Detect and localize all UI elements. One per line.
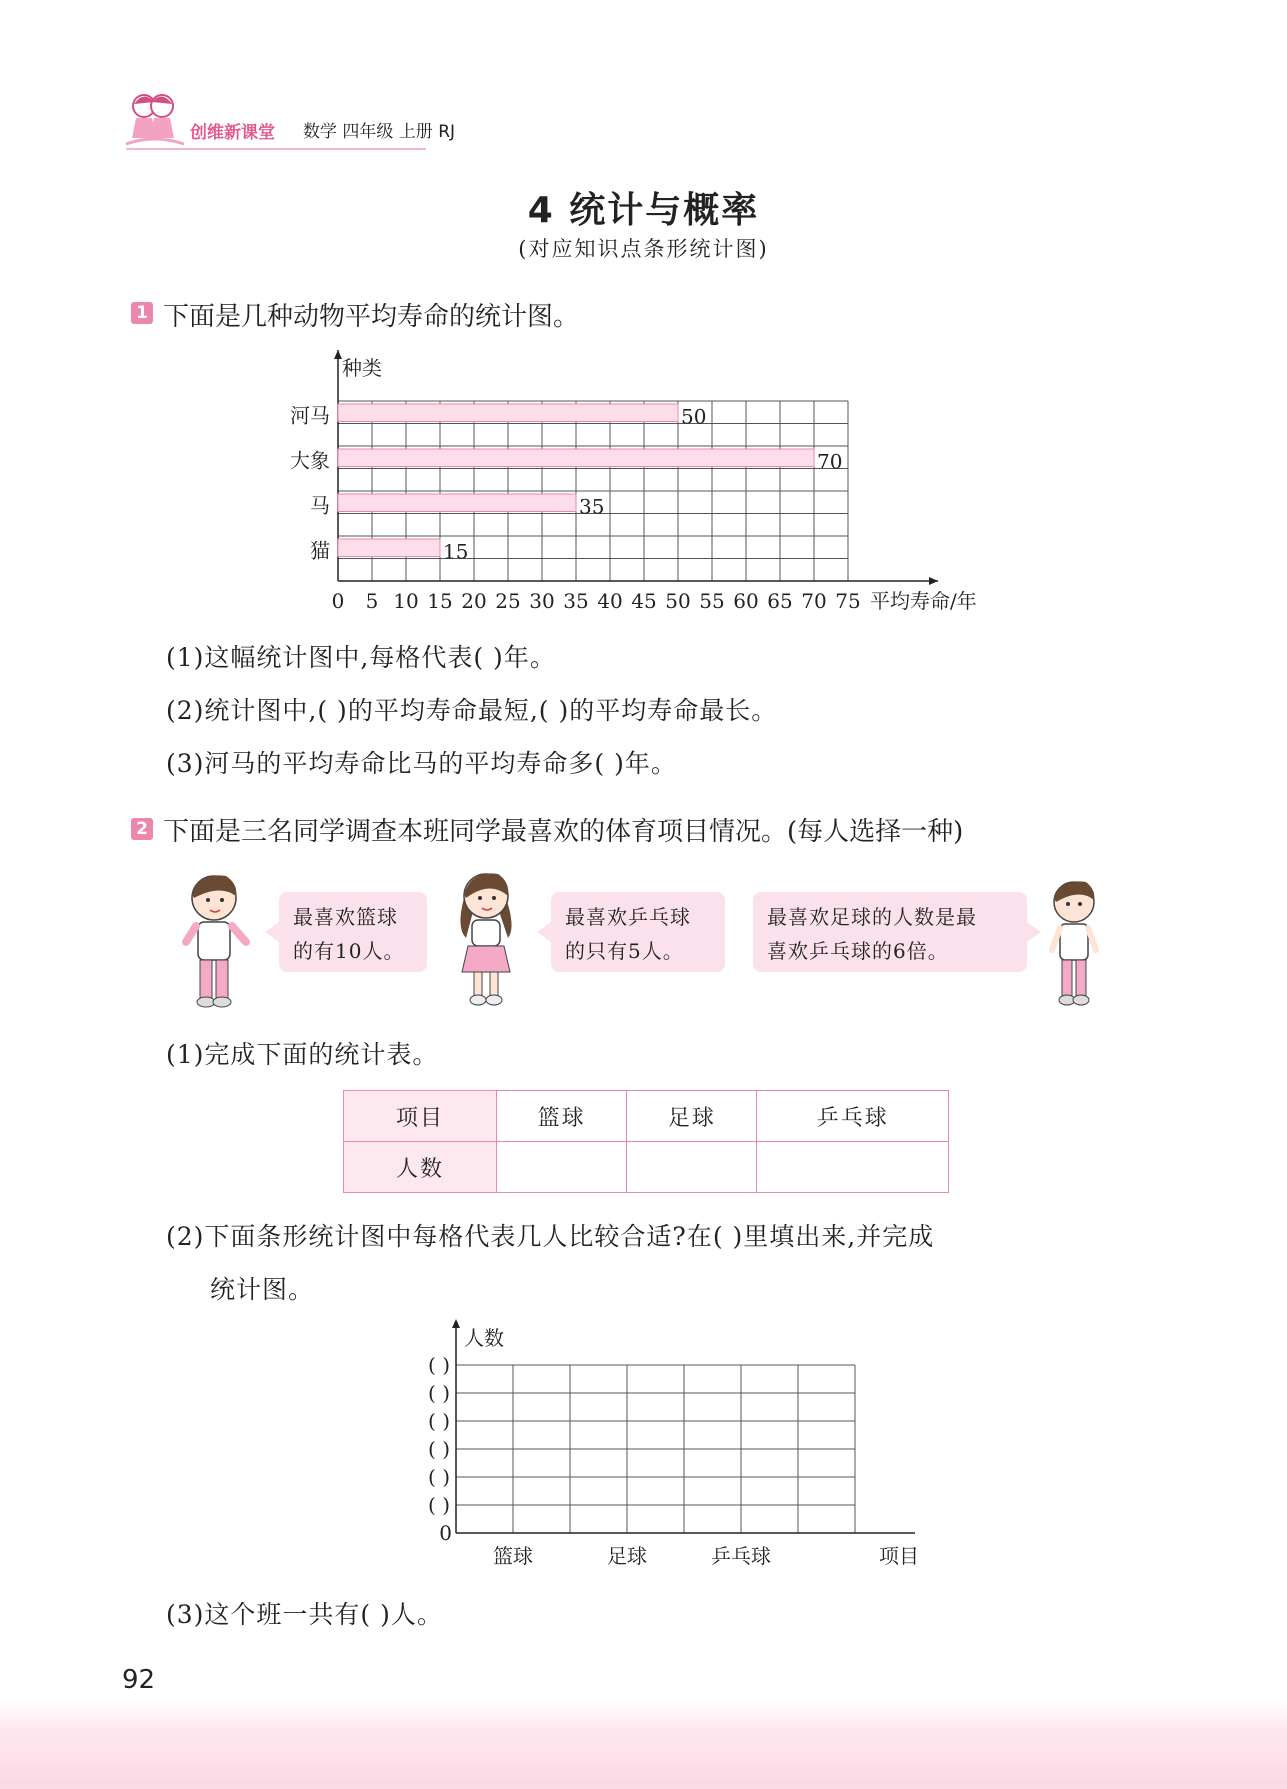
y-tick-blank: ( ) (428, 1353, 450, 1377)
chart-2-grid (456, 1365, 855, 1533)
table-cell-football[interactable] (627, 1142, 757, 1193)
y-axis-arrow (452, 1319, 460, 1328)
category-label: 河马 (290, 403, 330, 428)
bubble-3-line-1: 最喜欢足球的人数是最 (767, 905, 977, 929)
kids-logo (122, 88, 186, 150)
y-axis-label: 人数 (464, 1326, 504, 1350)
category-label: 猫 (310, 538, 330, 563)
question-2-sub-3: (3)这个班一共有( )人。 (166, 1600, 443, 1629)
table-header-football: 足球 (627, 1091, 757, 1142)
x-tick-label: 60 (733, 589, 759, 613)
x-tick-label: 40 (597, 589, 623, 613)
question-2-sub-2-line-2: 统计图。 (210, 1275, 315, 1304)
table-header-item: 项目 (344, 1091, 497, 1142)
question-1-sub-2: (2)统计图中,( )的平均寿命最短,( )的平均寿命最长。 (166, 696, 778, 725)
boy-character-right (1040, 876, 1110, 1010)
footer-band (0, 1700, 1287, 1789)
x-tick-label: 15 (427, 589, 453, 613)
x-tick-label: 70 (801, 589, 827, 613)
x-tick-label: 45 (631, 589, 657, 613)
y-axis-arrow (334, 350, 342, 359)
speech-bubble-table-tennis (551, 892, 725, 972)
bar-value-label: 70 (817, 449, 843, 474)
question-1-sub-1: (1)这幅统计图中,每格代表( )年。 (166, 643, 556, 672)
header-brand: 创维新课堂 (190, 123, 275, 143)
bubble-1-line-2: 的有10人。 (293, 939, 405, 963)
speech-bubble-football (753, 892, 1027, 972)
bar (338, 494, 576, 512)
x-tick-label: 75 (835, 589, 861, 613)
sports-stats-table (343, 1090, 949, 1193)
question-2-number: 2 (131, 818, 153, 840)
x-tick-label: 50 (665, 589, 691, 613)
x-category-label: 篮球 (493, 1544, 533, 1568)
page-subtitle: (对应知识点条形统计图) (518, 237, 769, 261)
category-label: 大象 (290, 448, 330, 473)
x-axis-label: 项目 (879, 1544, 919, 1568)
table-cell-table-tennis[interactable] (757, 1142, 949, 1193)
y-tick-blank: ( ) (428, 1437, 450, 1461)
x-tick-label: 30 (529, 589, 555, 613)
x-tick-label: 55 (699, 589, 725, 613)
bubble-3-line-2: 喜欢乒乓球的6倍。 (767, 939, 949, 963)
y-origin-label: 0 (439, 1521, 452, 1545)
lifespan-bar-chart (270, 350, 1030, 620)
x-category-label: 乒乓球 (711, 1544, 771, 1568)
x-tick-label: 25 (495, 589, 521, 613)
x-tick-label: 10 (393, 589, 419, 613)
bar-value-label: 50 (681, 404, 707, 429)
question-2-sub-2-line-1: (2)下面条形统计图中每格代表几人比较合适?在( )里填出来,并完成 (166, 1222, 935, 1251)
header-divider (126, 148, 426, 150)
table-header-basketball: 篮球 (497, 1091, 627, 1142)
x-tick-label: 20 (461, 589, 487, 613)
bar-value-label: 15 (443, 539, 469, 564)
x-axis-label: 平均寿命/年 (870, 589, 977, 613)
y-tick-blank: ( ) (428, 1493, 450, 1517)
page-number: 92 (122, 1665, 156, 1695)
x-tick-label: 5 (365, 589, 379, 613)
bubble-2-line-1: 最喜欢乒乓球 (565, 905, 691, 929)
page-title: 4 统计与概率 (527, 190, 760, 231)
x-category-label: 足球 (607, 1544, 647, 1568)
question-1-sub-3: (3)河马的平均寿命比马的平均寿命多( )年。 (166, 749, 677, 778)
x-tick-label: 65 (767, 589, 793, 613)
header-subject: 数学 四年级 上册 RJ (303, 122, 456, 142)
category-label: 马 (310, 493, 330, 518)
table-row-label: 人数 (344, 1142, 497, 1193)
table-header-table-tennis: 乒乓球 (757, 1091, 949, 1142)
bar (338, 539, 440, 557)
x-tick-label: 35 (563, 589, 589, 613)
y-axis-label: 种类 (342, 356, 382, 380)
bar (338, 404, 678, 422)
question-2-sub-1: (1)完成下面的统计表。 (166, 1040, 439, 1069)
x-tick-label: 0 (331, 589, 345, 613)
bar-value-label: 35 (579, 494, 605, 519)
sports-bar-chart (370, 1315, 930, 1575)
y-tick-blank: ( ) (428, 1381, 450, 1405)
speech-bubble-basketball (279, 892, 427, 972)
boy-character-left (180, 870, 260, 1010)
x-axis-arrow (929, 577, 938, 585)
bubble-2-line-2: 的只有5人。 (565, 939, 684, 963)
question-1-text: 下面是几种动物平均寿命的统计图。 (163, 302, 580, 332)
bar (338, 449, 814, 467)
y-tick-blank: ( ) (428, 1409, 450, 1433)
bubble-1-line-1: 最喜欢篮球 (293, 905, 398, 929)
question-1-number: 1 (131, 302, 153, 324)
table-cell-basketball[interactable] (497, 1142, 627, 1193)
question-2-text: 下面是三名同学调查本班同学最喜欢的体育项目情况。(每人选择一种) (163, 817, 964, 847)
y-tick-blank: ( ) (428, 1465, 450, 1489)
girl-character (450, 868, 530, 1008)
